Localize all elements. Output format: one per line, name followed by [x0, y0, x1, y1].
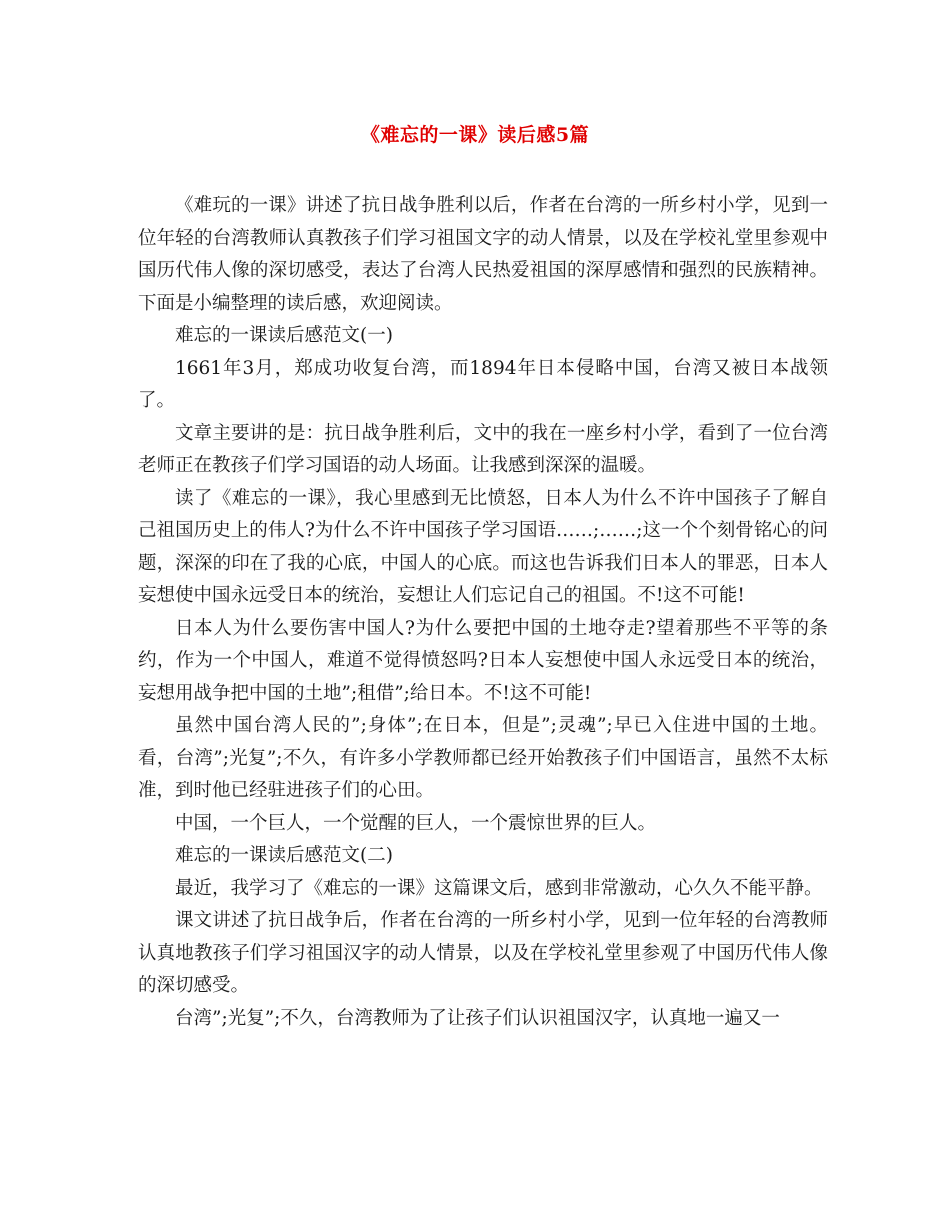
paragraph: 中国，一个巨人，一个觉醒的巨人，一个震惊世界的巨人。: [175, 812, 657, 834]
section-heading-1: 难忘的一课读后感范文(一): [175, 325, 393, 346]
document-title: 《难忘的一课》读后感5篇: [360, 124, 590, 146]
paragraph: 1661年3月，郑成功收复台湾，而1894年日本侵略中国，台湾又被日本战领了。: [138, 357, 828, 411]
section-heading-2: 难忘的一课读后感范文(二): [175, 845, 393, 866]
paragraph: 课文讲述了抗日战争后，作者在台湾的一所乡村小学，见到一位年轻的台湾教师认真地教孩子们学习祖国汉字的动人情景，以及在学校礼堂里参观了中国历代伟人像的深切感受。: [138, 910, 828, 996]
document-body: [138, 190, 828, 1035]
paragraph: 文章主要讲的是：抗日战争胜利后，文中的我在一座乡村小学，看到了一位台湾老师正在教孩子们学习国语的动人场面。让我感到深深的温暖。: [138, 422, 828, 476]
paragraph: 台湾”;光复”;不久，台湾教师为了让孩子们认识祖国汉字，认真地一遍又一: [175, 1007, 780, 1029]
paragraph: 虽然中国台湾人民的”;身体”;在日本，但是”;灵魂”;早已入住进中国的土地。看，台湾”;光复”;不久，有许多小学教师都已经开始教孩子们中国语言，虽然不太标准，到时他已经驻进孩子们的心田。: [138, 715, 828, 801]
paragraph: 日本人为什么要伤害中国人?为什么要把中国的土地夺走?望着那些不平等的条约，作为一个中国人，难道不觉得愤怒吗?日本人妄想使中国人永远受日本的统治，妄想用战争把中国的土地”;租借”;给日本。不!这不可能!: [138, 617, 828, 704]
paragraph: 最近，我学习了《难忘的一课》这篇课文后，感到非常激动，心久久不能平静。: [175, 877, 823, 899]
paragraph: 读了《难忘的一课》，我心里感到无比愤怒，日本人为什么不许中国孩子了解自己祖国历史上的伟人?为什么不许中国孩子学习国语……;……;这一个个刻骨铭心的问题，深深的印在了我的心底，中国人的心底。而这也告诉我们日本人的罪恶，日本人妄想使中国永远受日本的统治，妄想让人们忘记自己的祖国。不!这不可能!: [138, 487, 828, 606]
paragraph-intro: 《难玩的一课》讲述了抗日战争胜利以后，作者在台湾的一所乡村小学，见到一位年轻的台湾教师认真教孩子们学习祖国文字的动人情景，以及在学校礼堂里参观中国历代伟人像的深切感受，表达了台湾人民热爱祖国的深厚感情和强烈的民族精神。下面是小编整理的读后感，欢迎阅读。: [138, 195, 828, 314]
